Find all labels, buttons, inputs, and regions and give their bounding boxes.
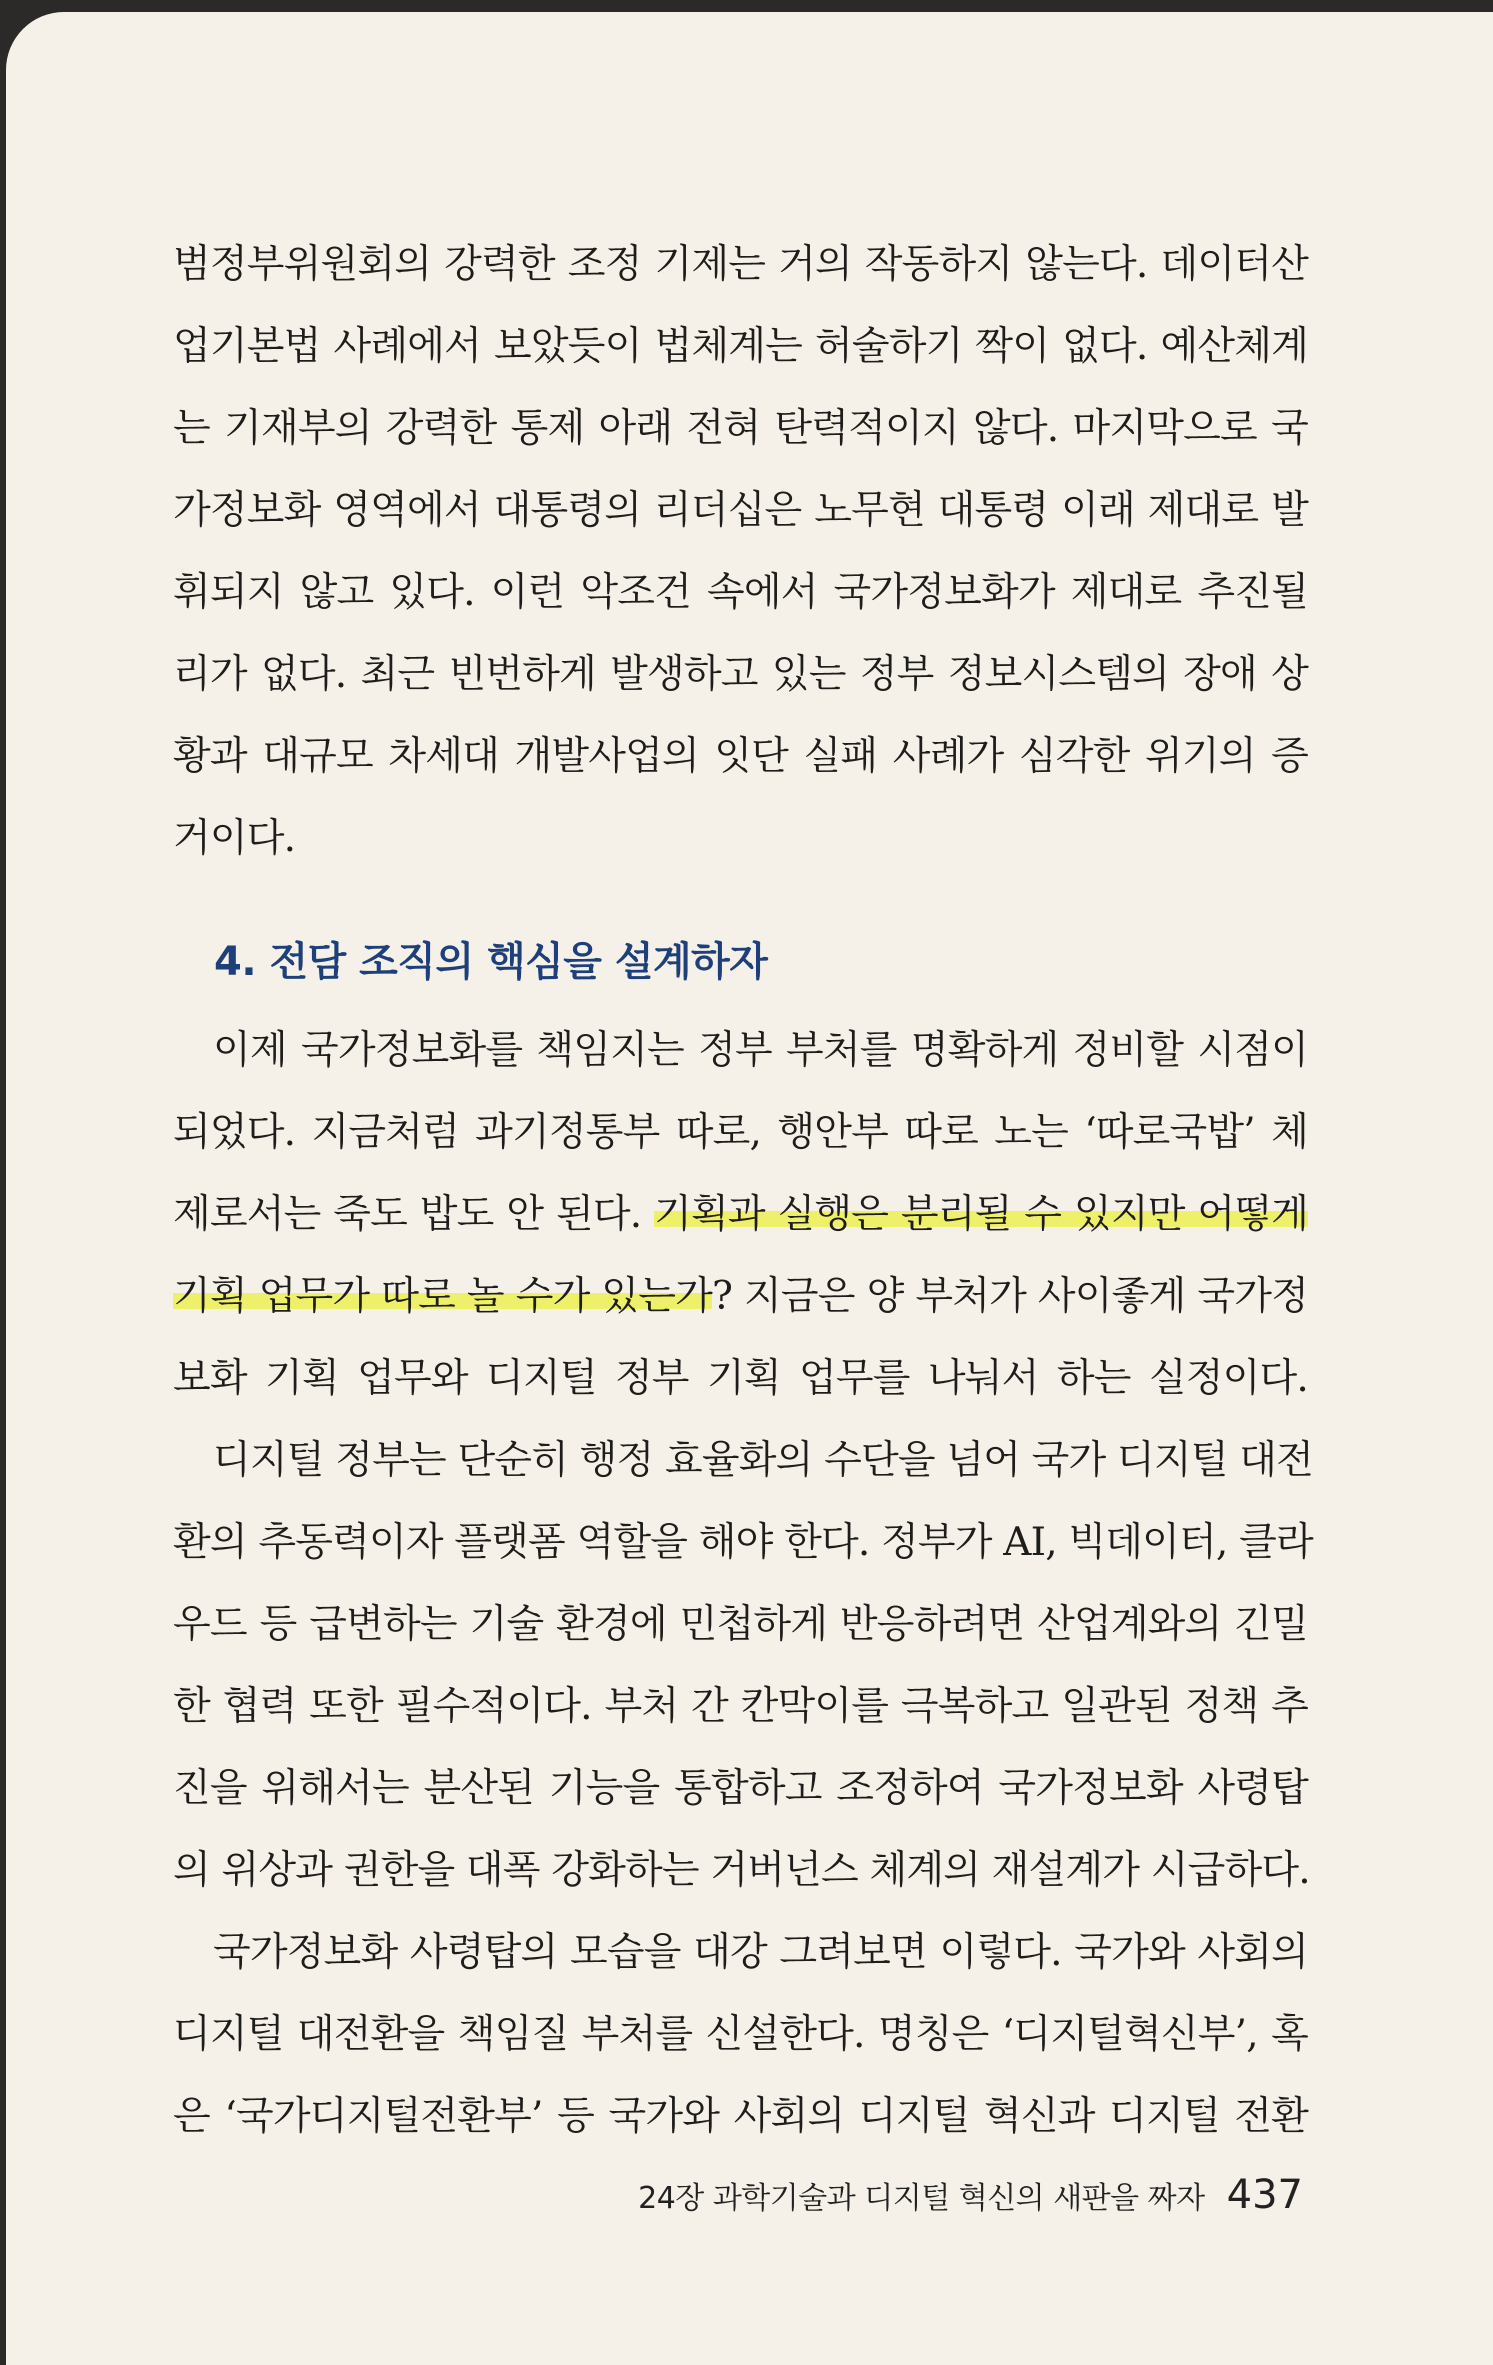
highlighted-text: 기획 업무가 따로 놀 수가 있는가 [173, 1274, 712, 1319]
paragraph-2 [173, 1010, 1308, 1420]
text-line: 환의 추동력이자 플랫폼 역할을 해야 한다. 정부가 AI, 빅데이터, 클라 [173, 1520, 1313, 1565]
page-number: 437 [1226, 2172, 1303, 2218]
text-line: 디지털 정부는 단순히 행정 효율화의 수단을 넘어 국가 디지털 대전 [213, 1438, 1313, 1483]
paragraph-1 [173, 224, 1308, 880]
running-chapter-title: 24장 과학기술과 디지털 혁신의 새판을 짜자 [638, 2181, 1205, 2216]
section-heading: 4. 전담 조직의 핵심을 설계하자 [214, 939, 768, 985]
text-line: 황과 대규모 차세대 개발사업의 잇단 실패 사례가 심각한 위기의 증 [173, 734, 1308, 779]
text-line: 거이다. [173, 816, 296, 861]
text-line: 한 협력 또한 필수적이다. 부처 간 칸막이를 극복하고 일관된 정책 추 [173, 1684, 1308, 1729]
text-line: 디지털 대전환을 책임질 부처를 신설한다. 명칭은 ‘디지털혁신부’, 혹 [173, 2012, 1308, 2057]
text-line-with-highlight [173, 1174, 1308, 1256]
book-page [6, 12, 1493, 2365]
text-line: 가정보화 영역에서 대통령의 리더십은 노무현 대통령 이래 제대로 발 [173, 488, 1308, 533]
text-line: 보화 기획 업무와 디지털 정부 기획 업무를 나눠서 하는 실정이다. [173, 1356, 1308, 1401]
text-line: 리가 없다. 최근 빈번하게 발생하고 있는 정부 정보시스템의 장애 상 [173, 652, 1308, 697]
text-line: 휘되지 않고 있다. 이런 악조건 속에서 국가정보화가 제대로 추진될 [173, 570, 1308, 615]
text-line: 되었다. 지금처럼 과기정통부 따로, 행안부 따로 노는 ‘따로국밥’ 체 [173, 1110, 1308, 1155]
text-line: 는 기재부의 강력한 통제 아래 전혀 탄력적이지 않다. 마지막으로 국 [173, 406, 1308, 451]
text-line: 은 ‘국가디지털전환부’ 등 국가와 사회의 디지털 혁신과 디지털 전환 [173, 2094, 1308, 2139]
highlighted-text: 기획과 실행은 분리될 수 있지만 어떻게 [654, 1192, 1308, 1237]
text-span: 제로서는 죽도 밥도 안 된다. [173, 1192, 655, 1237]
text-span: ? 지금은 양 부처가 사이좋게 국가정 [712, 1274, 1308, 1319]
text-line: 업기본법 사례에서 보았듯이 법체계는 허술하기 짝이 없다. 예산체계 [173, 324, 1308, 369]
page-footer [6, 2172, 1303, 2218]
text-line: 우드 등 급변하는 기술 환경에 민첩하게 반응하려면 산업계와의 긴밀 [173, 1602, 1308, 1647]
paragraph-4 [173, 1912, 1308, 2158]
text-line: 진을 위해서는 분산된 기능을 통합하고 조정하여 국가정보화 사령탑 [173, 1766, 1308, 1811]
paragraph-3 [173, 1420, 1313, 1912]
text-line: 이제 국가정보화를 책임지는 정부 부처를 명확하게 정비할 시점이 [213, 1028, 1308, 1073]
text-line: 의 위상과 권한을 대폭 강화하는 거버넌스 체계의 재설계가 시급하다. [173, 1848, 1310, 1893]
text-line-with-highlight [173, 1256, 1308, 1338]
text-line: 국가정보화 사령탑의 모습을 대강 그려보면 이렇다. 국가와 사회의 [213, 1930, 1308, 1975]
text-line: 범정부위원회의 강력한 조정 기제는 거의 작동하지 않는다. 데이터산 [173, 242, 1308, 287]
